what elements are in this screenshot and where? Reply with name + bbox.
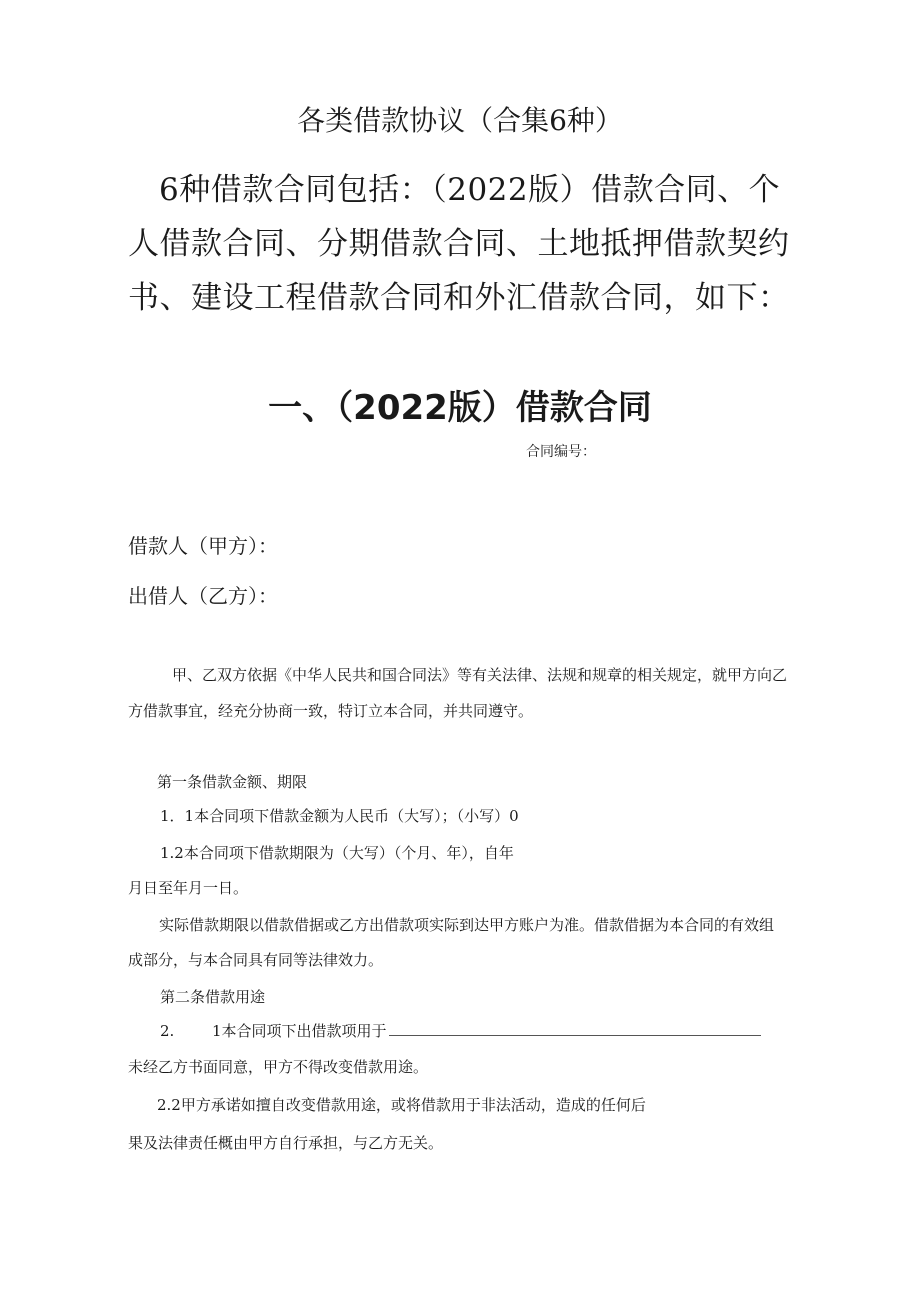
section-heading: 一、（2022版）借款合同 [268, 388, 652, 428]
preamble-paragraph: 甲、乙双方依据《中华人民共和国合同法》等有关法律、法规和规章的相关规定，就甲方向乙方借款事宜，经充分协商一致，特订立本合同，并共同遵守。 [128, 666, 788, 720]
clause-1-2-continued: 月日至年月一日。 [128, 879, 249, 897]
clause-2-2: 2.2甲方承诺如擅自改变借款用途，或将借款用于非法活动，造成的任何后 [157, 1096, 646, 1114]
intro-paragraph: 6种借款合同包括：（2022版）借款合同、个人借款合同、分期借款合同、土地抵押借款契约书、建设工程借款合同和外汇借款合同，如下： [128, 172, 790, 316]
clause-2-2-continued: 果及法律责任概由甲方自行承担，与乙方无关。 [128, 1134, 444, 1152]
document-title: 各类借款协议（合集6种） [297, 104, 623, 137]
article-2-title: 第二条借款用途 [160, 988, 266, 1006]
clause-1-1: 1．1本合同项下借款金额为人民币（大写）；（小写）0 [160, 807, 519, 825]
purpose-blank-line [389, 1021, 761, 1036]
clause-2-1-number: 2. [160, 1022, 175, 1040]
clause-2-1-continued: 未经乙方书面同意，甲方不得改变借款用途。 [128, 1058, 429, 1076]
clause-1-2: 1.2本合同项下借款期限为（大写）（个月、年），自年 [160, 844, 514, 862]
clause-2-1 [212, 1021, 761, 1041]
article-1-title: 第一条借款金额、期限 [157, 773, 308, 791]
clause-2-1-text: 1本合同项下出借款项用于 [212, 1022, 387, 1040]
party-a-borrower: 借款人（甲方）： [128, 534, 278, 558]
party-b-lender: 出借人（乙方）： [128, 584, 278, 608]
actual-term-line-1: 实际借款期限以借款借据或乙方出借款项实际到达甲方账户为准。借款借据为本合同的有效组 [159, 916, 775, 934]
contract-number-label: 合同编号： [526, 444, 596, 460]
actual-term-line-2: 成部分，与本合同具有同等法律效力。 [128, 951, 384, 969]
